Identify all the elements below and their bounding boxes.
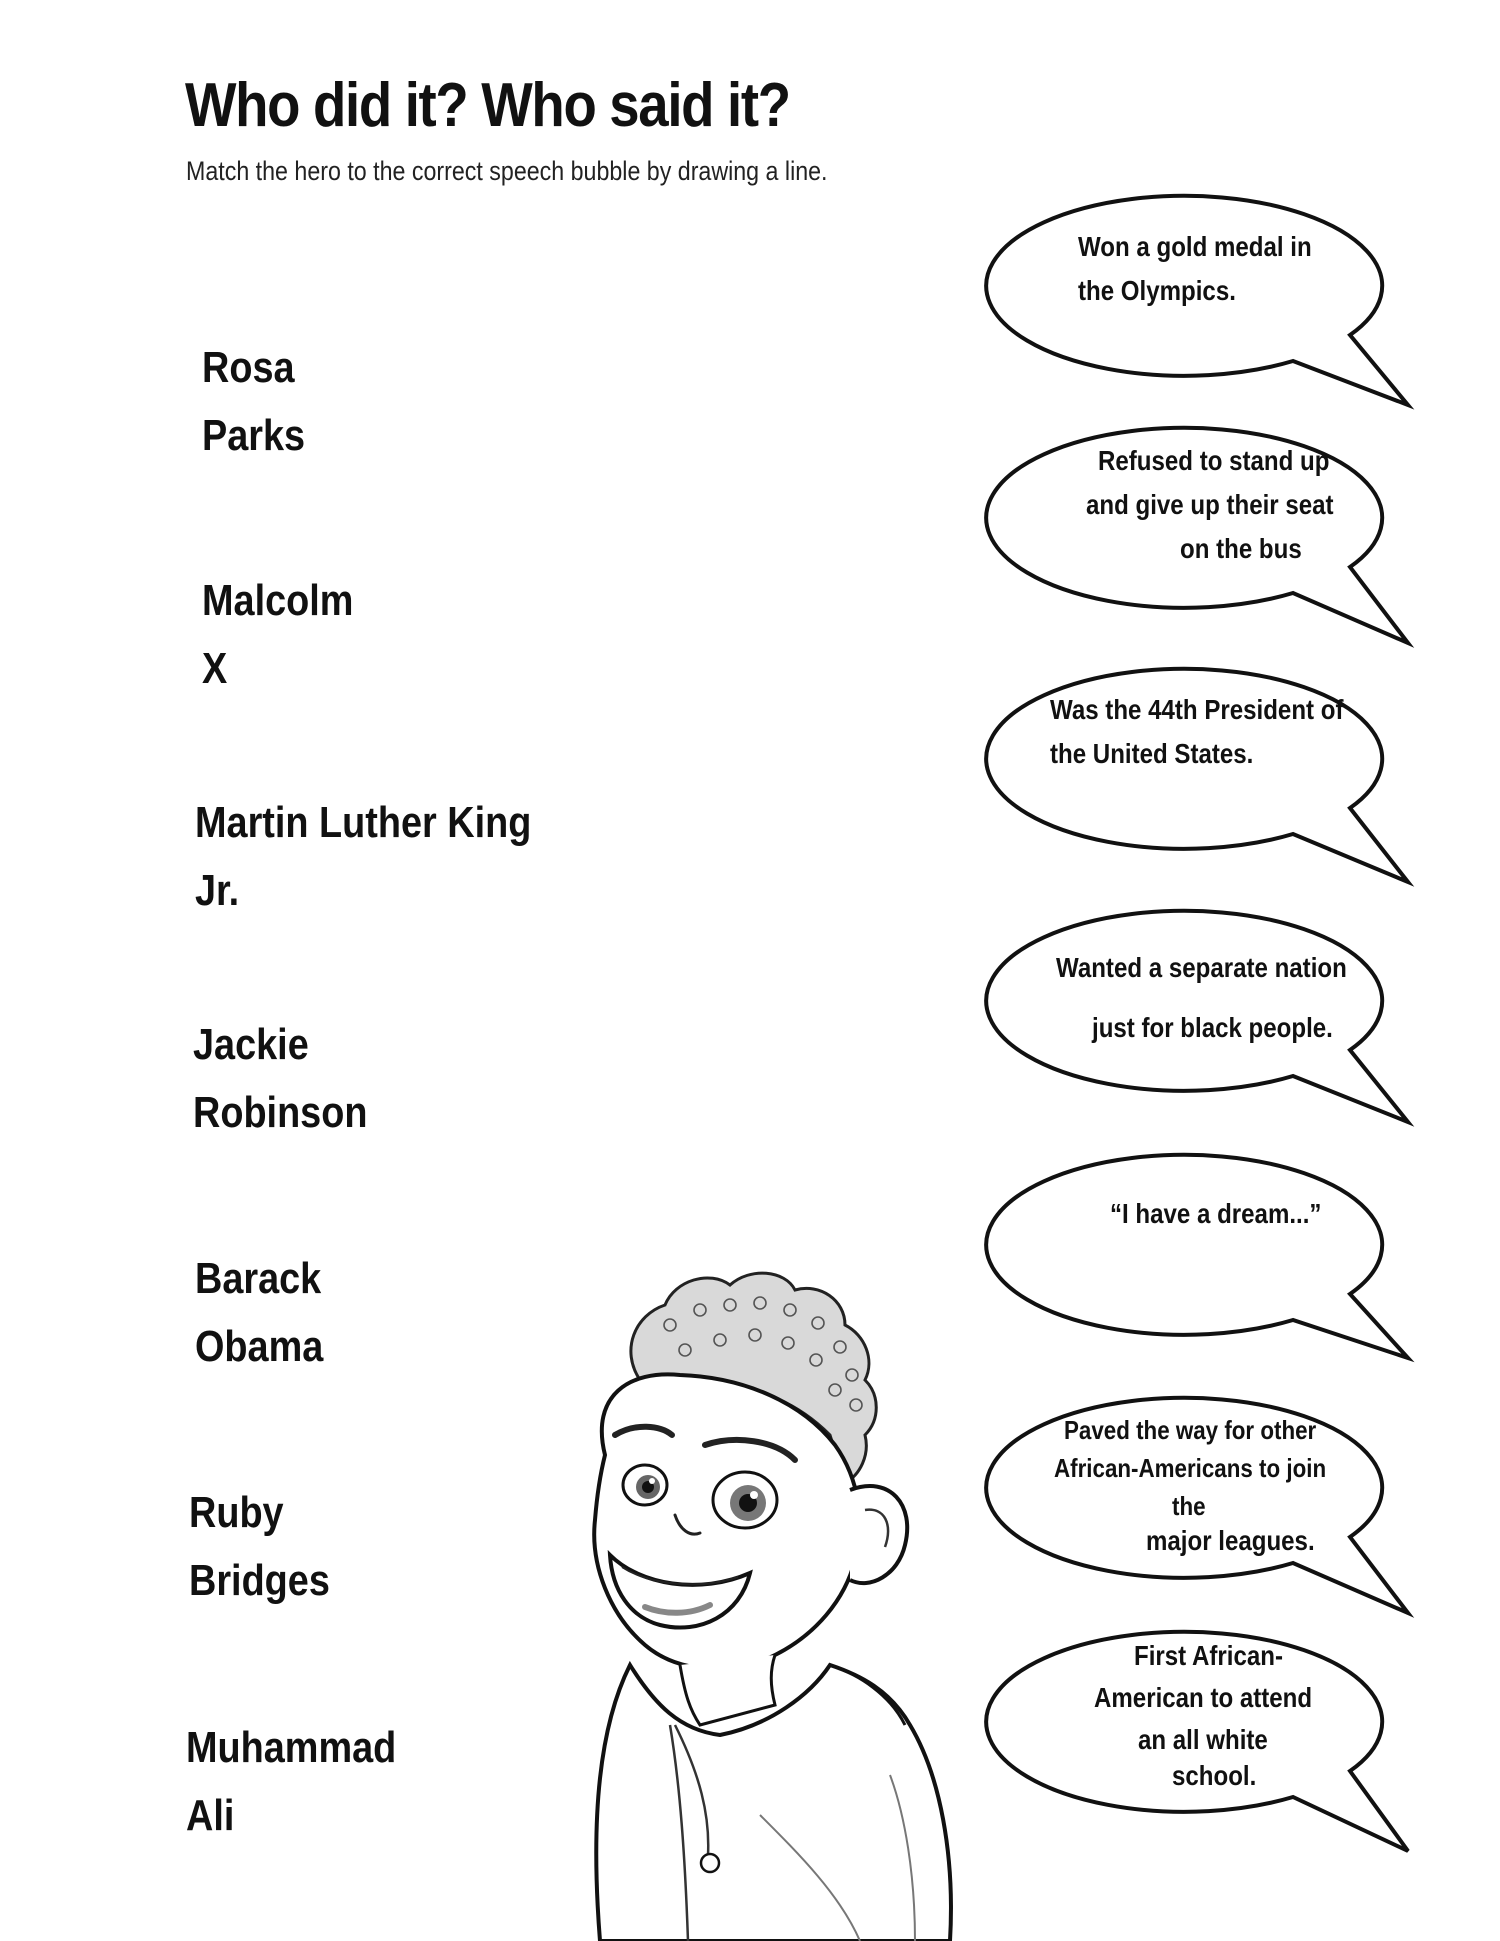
speech-bubble-president[interactable]	[1010, 650, 1410, 910]
speech-bubble-text: Paved the way for other	[1064, 1415, 1317, 1445]
speech-bubble-text: on the bus	[1180, 533, 1302, 564]
hero-name-muhammad-ali[interactable]	[186, 1714, 396, 1850]
hero-name-rosa-parks[interactable]	[202, 334, 305, 470]
speech-bubble-text: Wanted a separate nation	[1056, 952, 1347, 983]
hero-name-line: Malcolm	[202, 576, 354, 625]
speech-bubble-text: an all white	[1138, 1724, 1268, 1755]
speech-bubble-text: Was the 44th President of the United States.	[1050, 694, 1344, 769]
speech-bubble-text: school.	[1172, 1760, 1257, 1791]
speech-bubble-major-leagues[interactable]	[1010, 1377, 1410, 1637]
speech-bubble-text: “I have a dream...”	[1110, 1198, 1322, 1229]
hero-name-line: Martin Luther King	[195, 798, 532, 847]
speech-bubble-text: the	[1172, 1491, 1206, 1521]
speech-bubble-separate-nation[interactable]	[1010, 886, 1410, 1146]
speech-bubble-text: Won a gold medal in the Olympics.	[1078, 231, 1312, 306]
hero-name-line: Bridges	[189, 1556, 330, 1605]
page-instructions: Match the hero to the correct speech bubble by drawing a line.	[186, 156, 828, 186]
hero-name-line: Muhammad	[186, 1723, 397, 1772]
hero-name-line: Rosa	[202, 343, 295, 392]
hero-name-line: Jr.	[195, 866, 240, 915]
hero-name-line: Jackie	[193, 1020, 309, 1069]
speech-bubble-text: American to attend	[1094, 1682, 1313, 1713]
hero-name-malcolm-x[interactable]	[202, 567, 353, 703]
hero-name-line: X	[202, 644, 228, 693]
hero-name-line: Barack	[195, 1254, 322, 1303]
speech-bubble-bus-seat[interactable]	[1010, 403, 1410, 663]
hero-name-line: Robinson	[193, 1088, 368, 1137]
speech-bubble-text: just for black people.	[1092, 1012, 1333, 1043]
speech-bubble-text: Refused to stand up	[1098, 445, 1330, 476]
speech-bubble-text: African-Americans to join	[1054, 1453, 1327, 1483]
hero-name-ruby-bridges[interactable]	[189, 1479, 330, 1615]
speech-bubble-text: First African-	[1134, 1640, 1283, 1671]
speech-bubble-outline-icon	[1010, 1134, 1410, 1394]
hero-name-jackie-robinson[interactable]	[193, 1011, 367, 1147]
page-title: Who did it? Who said it?	[185, 71, 790, 140]
hero-name-line: Ali	[186, 1791, 235, 1840]
hero-name-barack-obama[interactable]	[195, 1245, 323, 1381]
speech-bubble-dream[interactable]	[1010, 1134, 1410, 1394]
speech-bubble-text: and give up their seat	[1086, 489, 1334, 520]
smiling-boy-in-hoodie-illustration	[560, 1255, 1000, 1941]
hero-name-line: Parks	[202, 411, 306, 460]
hero-name-line: Obama	[195, 1322, 324, 1371]
speech-bubble-text: major leagues.	[1146, 1525, 1315, 1556]
hero-name-line: Ruby	[189, 1488, 284, 1537]
speech-bubble-all-white-school[interactable]	[1010, 1613, 1410, 1873]
hero-name-martin-luther-king[interactable]	[195, 789, 531, 925]
